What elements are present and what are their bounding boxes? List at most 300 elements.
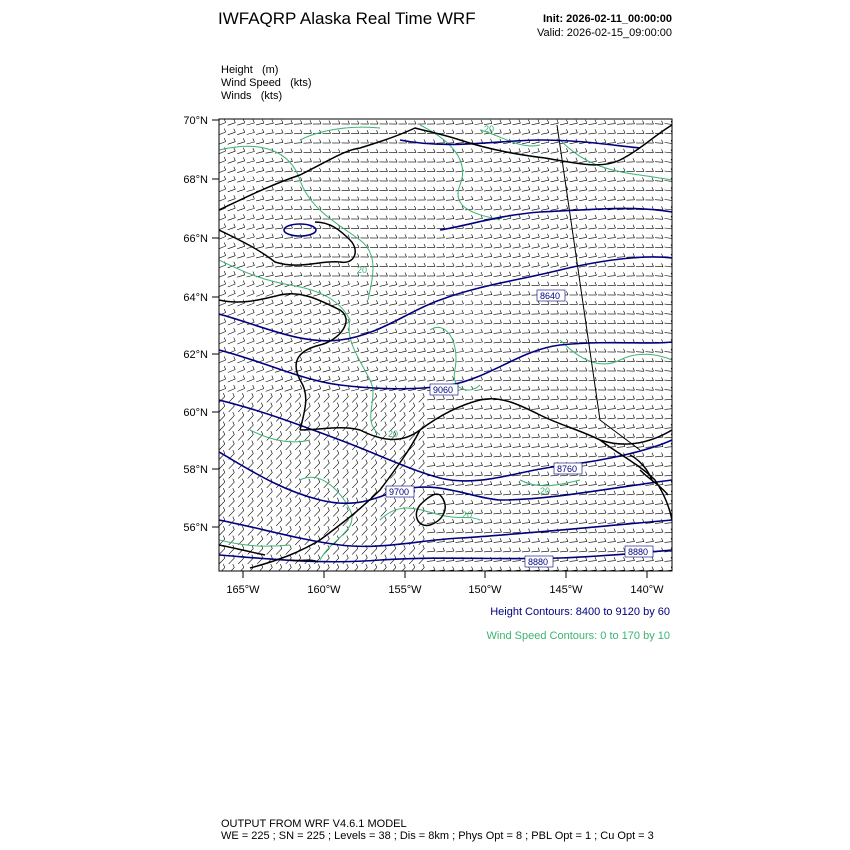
wind-barb	[400, 473, 406, 479]
wind-barb-flag	[272, 376, 274, 380]
wind-barb	[465, 314, 473, 315]
wind-barb-flag	[424, 291, 426, 295]
wind-barb	[389, 304, 397, 306]
wind-barb-flag	[291, 120, 293, 124]
wind-barb-flag	[443, 263, 445, 267]
wind-barb	[247, 133, 255, 135]
wind-barb	[446, 200, 454, 201]
wind-barb	[446, 370, 454, 371]
wind-barb-flag	[242, 469, 244, 473]
wind-barb	[427, 370, 435, 371]
wind-barb	[598, 162, 606, 163]
wind-barb-flag	[481, 538, 483, 542]
wind-barb	[579, 161, 587, 162]
wind-barb	[589, 485, 597, 486]
wind-barb-flag	[605, 349, 607, 353]
wind-barb-flag	[377, 216, 379, 220]
wind-barb-flag	[424, 206, 426, 210]
wind-barb	[627, 418, 635, 419]
wind-barb-flag	[375, 441, 377, 445]
wind-barb-flag	[395, 376, 397, 380]
wind-barb-flag	[491, 481, 493, 485]
wind-barb	[266, 294, 274, 297]
wind-barb-flag	[348, 281, 350, 285]
wind-barb	[655, 504, 663, 505]
wind-barb	[362, 435, 368, 441]
wind-barb-flag	[624, 139, 626, 143]
wind-barb-flag	[576, 272, 578, 276]
wind-barb	[456, 238, 464, 239]
wind-barb	[551, 428, 559, 429]
wind-barb	[465, 152, 473, 153]
wind-barb-flag	[356, 488, 358, 492]
wind-barb	[484, 209, 492, 210]
wind-barb	[314, 530, 320, 536]
wind-barb-flag	[261, 469, 263, 473]
wind-barb-flag	[566, 234, 568, 238]
wind-barb-flag	[519, 339, 521, 343]
wind-barb	[314, 511, 320, 517]
wind-barb-flag	[500, 177, 502, 181]
wind-barb-flag	[481, 367, 483, 371]
wind-barb-flag	[500, 224, 502, 228]
wind-barb-flag	[253, 158, 255, 162]
wind-barb	[665, 428, 673, 429]
wind-barb-flag	[309, 555, 311, 559]
wind-barb	[456, 437, 464, 438]
wind-barb	[219, 558, 225, 564]
wind-barb-flag	[500, 453, 502, 457]
wind-barb-flag	[424, 310, 426, 314]
wind-barb	[456, 162, 464, 163]
wind-barb-flag	[491, 205, 493, 209]
wind-barb	[608, 409, 616, 410]
wind-barb	[332, 322, 340, 324]
wind-barb	[465, 428, 473, 429]
wind-barb-flag	[605, 472, 607, 476]
wind-barb-flag	[377, 254, 379, 258]
wind-barb-flag	[453, 415, 455, 419]
wind-barb-flag	[271, 431, 273, 435]
wind-barb-flag	[386, 206, 388, 210]
wind-barb-flag	[443, 177, 445, 181]
wind-barb	[352, 549, 358, 555]
wind-barb	[446, 456, 454, 457]
map-title: IWFAQRP Alaska Real Time WRF	[218, 9, 476, 28]
wind-barb-flag	[328, 564, 330, 568]
wind-barb	[228, 199, 236, 202]
wind-barb	[465, 228, 473, 229]
wind-barb-flag	[271, 488, 273, 492]
wind-barb	[494, 466, 502, 467]
wind-barb-flag	[242, 450, 244, 454]
wind-barb	[248, 435, 254, 441]
wind-barb	[475, 475, 483, 476]
wind-barb-flag	[291, 158, 293, 162]
wind-barb-flag	[243, 205, 245, 209]
wind-barb-flag	[234, 233, 236, 237]
wind-barb-flag	[434, 272, 436, 276]
wind-barb	[598, 532, 606, 533]
wind-barb	[343, 454, 349, 460]
wind-barb-flag	[261, 507, 263, 511]
wind-barb-flag	[586, 519, 588, 523]
wind-barb-flag	[224, 347, 226, 351]
wind-barb	[484, 333, 492, 334]
wind-barb-flag	[356, 422, 358, 426]
wind-barb	[541, 171, 549, 173]
wind-barb	[294, 124, 302, 125]
wind-barb-flag	[271, 555, 273, 559]
wind-barb-flag	[481, 453, 483, 457]
wind-barb-flag	[595, 186, 597, 190]
wind-barb-flag	[586, 529, 588, 533]
wind-barb	[286, 435, 292, 441]
wind-barb-flag	[605, 292, 607, 296]
wind-barb-flag	[500, 386, 502, 390]
wind-barb-flag	[394, 393, 396, 397]
wind-barb-flag	[299, 488, 301, 492]
wind-barb-flag	[299, 469, 301, 473]
wind-barb	[560, 399, 568, 400]
wind-barb-flag	[643, 197, 645, 201]
wind-barb-flag	[310, 177, 312, 181]
wind-barb-flag	[299, 526, 301, 530]
wind-barb	[399, 304, 407, 306]
wind-barb-flag	[443, 196, 445, 200]
wind-barb-flag	[394, 450, 396, 454]
wind-barb	[532, 409, 540, 410]
wind-barb	[267, 539, 273, 545]
wind-barb-flag	[404, 460, 406, 464]
wind-barb-flag	[234, 262, 236, 266]
wind-barb-flag	[423, 564, 425, 568]
wind-barb	[437, 447, 445, 448]
wind-barb	[465, 418, 473, 419]
wind-barb	[503, 466, 511, 467]
wind-barb	[370, 304, 378, 306]
wind-barb-flag	[453, 158, 455, 162]
wind-barb	[409, 416, 415, 422]
wind-barb	[503, 494, 511, 495]
wind-barb	[589, 180, 597, 181]
wind-barb	[295, 530, 301, 536]
wind-barb	[484, 523, 492, 524]
wind-barb-flag	[319, 309, 321, 313]
wind-barb	[294, 351, 302, 353]
wind-barb-flag	[386, 319, 388, 323]
wind-barb	[275, 360, 283, 363]
wind-barb	[570, 456, 578, 457]
wind-barb	[427, 323, 435, 324]
wind-barb	[636, 409, 644, 410]
wind-barb-flag	[348, 348, 350, 352]
wind-barb	[295, 473, 301, 479]
wind-barb	[342, 370, 350, 372]
wind-barb-flag	[586, 396, 588, 400]
wind-barb	[332, 360, 340, 362]
wind-barb	[409, 520, 415, 526]
wind-barb	[665, 371, 673, 372]
wind-barb-flag	[443, 291, 445, 295]
wind-barb-flag	[576, 548, 578, 552]
wind-barb	[503, 199, 511, 200]
wind-barb-flag	[262, 205, 264, 209]
wind-barb-flag	[491, 339, 493, 343]
wind-barb-flag	[538, 367, 540, 371]
wind-barb-flag	[462, 472, 464, 476]
wind-barb-flag	[576, 377, 578, 381]
wind-barb-flag	[481, 187, 483, 191]
wind-barb	[636, 418, 644, 419]
wind-barb	[494, 247, 502, 248]
wind-barb	[532, 247, 540, 249]
wind-barb	[513, 133, 521, 134]
wind-barb-flag	[462, 187, 464, 191]
wind-barb	[371, 444, 377, 450]
wind-barb	[617, 399, 625, 400]
wind-barb	[456, 304, 464, 305]
wind-barb-flag	[415, 254, 417, 258]
wind-barb	[655, 314, 663, 315]
wind-barb-flag	[300, 385, 302, 389]
wind-barb	[285, 379, 293, 382]
wind-barb	[304, 370, 312, 372]
wind-barb-flag	[472, 339, 474, 343]
wind-barb	[532, 171, 540, 173]
wind-barb	[532, 228, 540, 230]
wind-barb	[579, 218, 587, 219]
wind-barb	[570, 247, 578, 248]
wind-barb-flag	[414, 319, 416, 323]
wind-barb-flag	[328, 460, 330, 464]
wind-barb-flag	[386, 329, 388, 333]
wind-barb-flag	[567, 519, 569, 523]
wind-barb	[418, 304, 426, 305]
wind-barb-flag	[491, 196, 493, 200]
wind-barb-flag	[320, 225, 322, 229]
wind-barb	[456, 380, 464, 381]
wind-barb	[266, 322, 274, 325]
wind-barb-flag	[576, 424, 578, 428]
wind-barb-flag	[423, 450, 425, 454]
wind-barb	[598, 409, 606, 410]
wind-barb-flag	[462, 149, 464, 153]
wind-barb	[617, 228, 625, 229]
wind-barb	[285, 238, 293, 239]
wind-barb-flag	[310, 120, 312, 124]
wind-barb	[551, 532, 559, 533]
wind-barb-flag	[652, 130, 654, 134]
wind-barb-flag	[595, 557, 597, 561]
wind-barb	[229, 473, 235, 479]
wind-barb-flag	[377, 273, 379, 277]
wind-barb-flag	[396, 225, 398, 229]
wind-barb-flag	[567, 329, 569, 333]
wind-barb	[551, 523, 559, 524]
wind-barb-flag	[548, 301, 550, 305]
wind-barb-flag	[462, 443, 464, 447]
wind-barb-flag	[348, 206, 350, 210]
wind-barb	[228, 189, 236, 192]
wind-barb-flag	[557, 405, 559, 409]
wind-barb-flag	[375, 412, 377, 416]
wind-barb-flag	[510, 301, 512, 305]
wind-barb-flag	[586, 453, 588, 457]
wind-barb	[295, 435, 301, 441]
wind-barb-flag	[377, 187, 379, 191]
wind-barb-flag	[395, 281, 397, 285]
wind-barb	[665, 152, 673, 153]
wind-barb-flag	[472, 538, 474, 542]
wind-barb-flag	[529, 329, 531, 333]
wind-barb-flag	[605, 301, 607, 305]
wind-barb-flag	[500, 291, 502, 295]
wind-barb	[475, 428, 483, 429]
wind-barb	[228, 275, 236, 278]
wind-barb-flag	[386, 216, 388, 220]
wind-barb	[522, 171, 530, 173]
wind-barb-flag	[299, 412, 301, 416]
wind-barb-flag	[423, 526, 425, 530]
wind-barb-flag	[472, 215, 474, 219]
wind-barb	[238, 558, 244, 564]
wind-barb-flag	[529, 282, 531, 286]
wind-barb	[475, 276, 483, 277]
wind-barb-flag	[557, 177, 559, 181]
wind-barb	[237, 208, 245, 210]
wind-barb-flag	[337, 441, 339, 445]
wind-barb-flag	[395, 300, 397, 304]
wind-barb	[655, 190, 663, 191]
wind-barb-flag	[557, 453, 559, 457]
wind-barb	[636, 475, 644, 476]
wind-barb	[228, 370, 235, 373]
wind-barb	[551, 256, 559, 258]
wind-barb-flag	[291, 215, 293, 219]
wind-barb	[570, 542, 578, 543]
wind-barb-flag	[271, 393, 273, 397]
lon-label: 140°W	[630, 584, 664, 596]
wind-barb	[513, 485, 521, 486]
wind-barb-flag	[662, 453, 664, 457]
wind-barb	[665, 143, 673, 144]
wind-barb	[389, 361, 397, 363]
wind-barb	[276, 463, 282, 469]
wind-barb	[560, 199, 568, 201]
wind-barb-flag	[595, 519, 597, 523]
wind-barb-flag	[510, 424, 512, 428]
wind-barb	[655, 333, 663, 334]
wind-barb-flag	[291, 196, 293, 200]
wind-barb	[314, 397, 320, 403]
wind-barb	[228, 151, 236, 154]
wind-barb-flag	[234, 186, 236, 190]
wind-barb-flag	[510, 396, 512, 400]
wind-barb-flag	[510, 291, 512, 295]
wind-barb	[484, 542, 492, 543]
wind-barb-flag	[367, 168, 369, 172]
wind-barb-flag	[557, 234, 559, 238]
wind-barb	[275, 247, 283, 248]
wind-barb	[343, 549, 349, 555]
wind-barb	[646, 542, 654, 543]
valid-time: Valid: 2026-02-15_09:00:00	[537, 27, 672, 39]
wind-barb	[541, 409, 549, 410]
wind-barb-flag	[272, 120, 274, 124]
wind-barb	[362, 416, 368, 422]
wind-barb-flag	[320, 149, 322, 153]
wind-barb-flag	[423, 517, 425, 521]
wind-barb-flag	[291, 328, 293, 332]
wind-barb	[617, 418, 625, 419]
wind-barb-flag	[386, 263, 388, 267]
wind-barb-flag	[662, 159, 664, 163]
wind-barb-flag	[538, 548, 540, 552]
wind-barb-flag	[367, 140, 369, 144]
wind-barb	[409, 454, 415, 460]
wind-barb	[503, 161, 511, 162]
wind-barb-flag	[282, 129, 284, 133]
wind-barb	[266, 180, 274, 181]
wind-barb	[503, 171, 511, 172]
wind-barb-flag	[491, 224, 493, 228]
wind-barb-flag	[472, 529, 474, 533]
wind-barb	[503, 190, 511, 191]
wind-barb	[409, 406, 415, 412]
wind-barb	[362, 482, 368, 488]
wind-barb-flag	[557, 120, 559, 124]
wind-barb	[267, 444, 273, 450]
model-config: WE = 225 ; SN = 225 ; Levels = 38 ; Dis = 8km ; Phys Opt = 8 ; PBL Opt = 1 ; Cu Opt = 3	[221, 830, 654, 842]
wind-barb-flag	[300, 281, 302, 285]
wind-barb-flag	[299, 450, 301, 454]
wind-barb-flag	[377, 197, 379, 201]
wind-barb-flag	[519, 434, 521, 438]
wind-barb-flag	[396, 140, 398, 144]
wind-barb	[532, 152, 540, 154]
wind-barb-flag	[614, 396, 616, 400]
wind-barb-flag	[633, 424, 635, 428]
wind-barb	[503, 266, 511, 267]
wind-barb	[446, 304, 454, 305]
wind-barb	[484, 390, 492, 391]
wind-barb-flag	[605, 320, 607, 324]
wind-barb	[409, 549, 415, 555]
wind-barb	[541, 266, 549, 268]
wind-barb	[314, 482, 320, 488]
wind-barb-flag	[652, 168, 654, 172]
wind-barb-flag	[413, 450, 415, 454]
wind-barb-flag	[443, 253, 445, 256]
wind-barb-flag	[243, 338, 245, 342]
wind-barb	[247, 294, 254, 297]
wind-barb	[465, 266, 473, 267]
wind-barb-flag	[557, 253, 559, 257]
wind-barb-flag	[424, 263, 426, 267]
wind-barb-flag	[605, 196, 607, 200]
wind-barb	[418, 342, 426, 343]
wind-barb-flag	[405, 216, 407, 220]
wind-barb	[484, 314, 492, 315]
wind-barb	[484, 171, 492, 172]
wind-barb-flag	[281, 347, 283, 351]
wind-barb-flag	[396, 273, 398, 277]
wind-barb-flag	[643, 244, 645, 248]
wind-barb	[513, 237, 521, 238]
wind-barb	[541, 228, 549, 230]
wind-barb-flag	[309, 450, 311, 454]
